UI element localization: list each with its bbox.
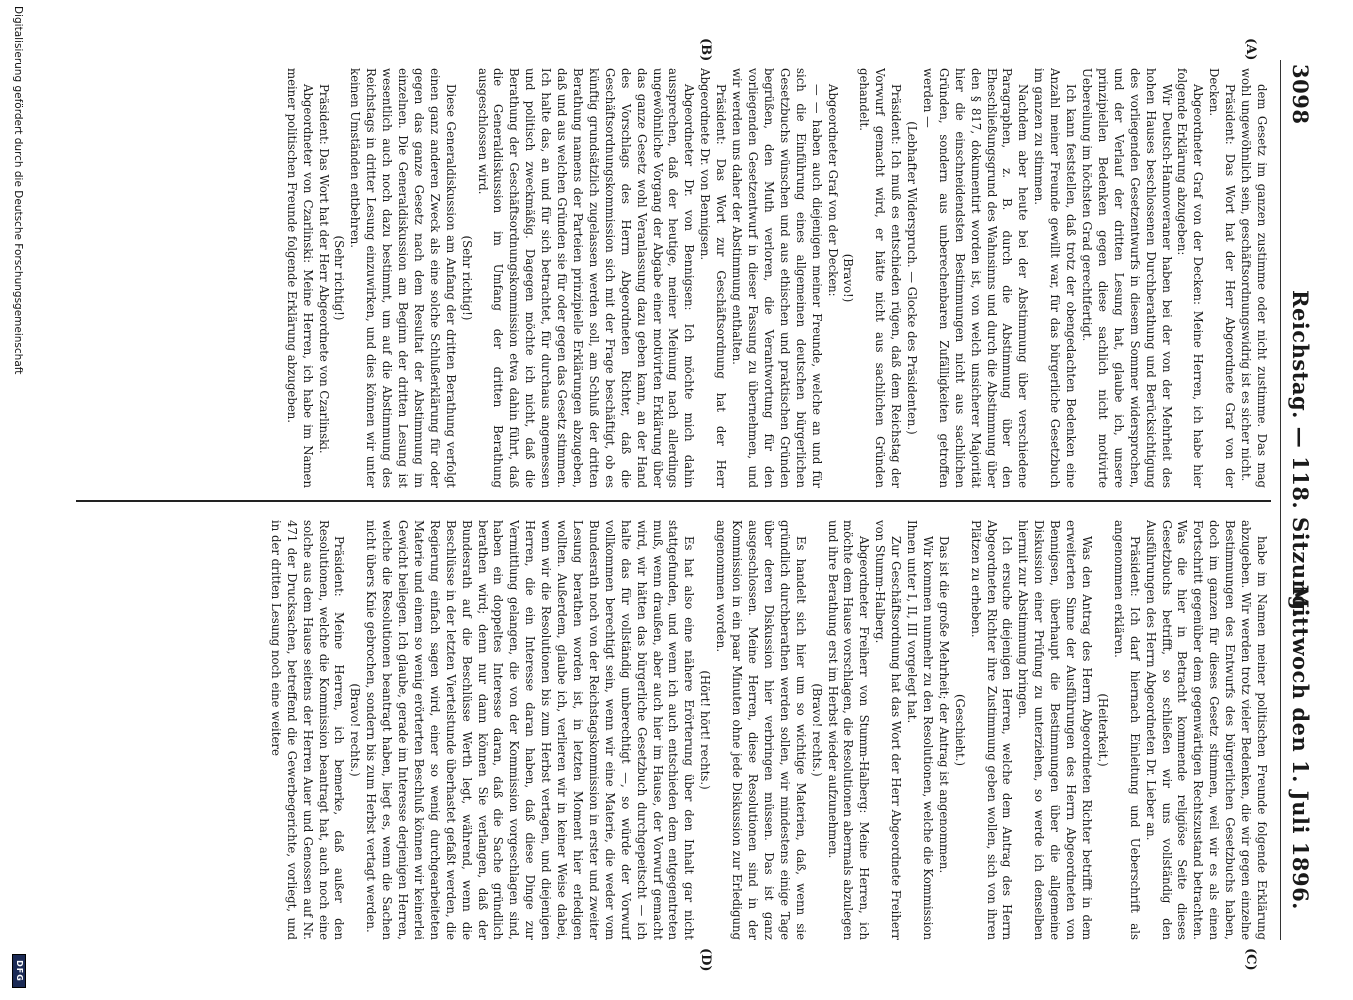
paragraph: Abgeordneter Graf von der Decken: Meine Herren, ich habe hier folgende Erklärung abzugeben:: [1175, 68, 1206, 488]
session-title: Reichstag. — 118. Sitzung.: [1288, 290, 1313, 619]
paragraph: Zur Geschäftsordnung hat das Wort der Herr Abgeordnete Freiherr von Stumm-Halberg.: [873, 520, 904, 940]
paragraph: Ich kann feststellen, daß trotz der obengedachten Bedenken eine Anzahl meiner Freunde gewillt war, für das bürgerliche Gesetzbuch im ganzen zu stimmen.: [1032, 68, 1079, 488]
interjection: (Lebhafter Widerspruch. — Glocke des Präsidenten.): [905, 121, 920, 435]
interjection: (Sehr richtig!): [459, 235, 474, 321]
page-number: 3098: [1288, 64, 1313, 125]
paragraph: — — haben auch diejenigen meiner Freunde, welche an und für sich die Einführung eines allgemeinen deutschen bürgerlichen Gesetzbuchs wünschen und aus ethischen und praktischen Gründen begrüßen, den Muth verloren, die Verantwortung für den vorliegenden Gesetzentwurf in dieser Fassung zu übernehmen, und wir werden uns daher der Abstimmung enthalten.: [730, 68, 824, 488]
right-text-column: [89, 520, 1269, 940]
paragraph: Präsident: Ich darf hiernach Einleitung und Ueberschrift als angenommen erklären.: [1111, 520, 1142, 940]
paragraph: Was den Antrag des Herrn Abgeordneten Richter betrifft in dem erweiterten Sinne der Ausführungen des Herrn Abgeordneten von Bennigsen, überhaupt die Bestimmungen über die allgemeine Diskussion einer Prüfung zu unterziehen, so werde ich denselben hiermit zur Abstimmung bringen.: [1016, 520, 1095, 940]
paragraph: Nachdem aber heute bei der Abstimmung über verschiedene Paragraphen, z. B. durch die Abstimmung über den Eheschließungsgrund des Wahnsinns und durch die Abstimmung über den § 817, dokumentirt worden ist, von welch unsicherer Majorität hier die einschneidendsten Bestimmungen nicht aus sachlichen Gründen, sondern aus unberechenbaren Zufälligkeiten getroffen werden —: [920, 68, 1031, 488]
margin-marker-c: (C): [1243, 948, 1258, 971]
paragraph: Abgeordneter Freiherr von Stumm-Halberg: Meine Herren, ich möchte dem Hause vorschlagen, die Resolutionen abermals abzulegen und ihre Berathung erst im Herbst wieder aufzunehmen.: [825, 520, 872, 940]
interjection: (Bravo!): [841, 253, 856, 303]
interjection: (Geschieht.): [952, 693, 967, 767]
funding-note: Digitalisierung gefördert durch die Deutsche Forschungsgemeinschaft: [12, 6, 24, 375]
margin-marker-d: (D): [698, 948, 713, 972]
page-header: [1279, 50, 1313, 970]
margin-marker-a: (A): [1243, 38, 1258, 61]
paragraph: Es hat also eine nähere Erörterung über den Inhalt gar nicht stattgefunden, und wenn ich auch entschieden dem entgegentreten muß, wenn draußen, aber auch hier im Hause, der Vorwurf gemacht wird, wir hätten das bürgerliche Gesetzbuch durchgepeitscht — ich halte das für vollständig unberechtigt —, so würde der Vorwurf vollkommen berechtigt sein, wenn wir eine Materie, die weder vom Bundesrath noch von der Reichstagskommission in erster und zweiter Lesung berathen worden ist, in letzten Moment hier erledigen wollten. Außerdem, glaube ich, verlieren wir in keiner Weise dabei, wenn wir die Resolutionen bis zum Herbst vertagen, und diejenigen Herren, die ein Interesse daran haben, daß diese Dinge zur Vermittlung gelangen, die von der Kommission vorgeschlagen sind, haben ein doppeltes Interesse daran, daß die Sache gründlich berathen wird; denn nur dann können Sie verlangen, daß der Bundesrath auf die Beschlüsse Werth legt, während, wenn die Beschlüsse in der letzten Viertelstunde überhastet gefaßt werden, die Regierung einfach sagen wird, einer so wenig durchgearbeiteten Materie und einem so wenig erörterten Beschluß können wir keinerlei Gewicht beilegen. Ich glaube, gerade im Interesse derjenigen Herren, welche die Resolutionen beantragt haben, liegt es, wenn die Sachen nicht übers Knie gebrochen, sondern bis zum Herbst vertagt werden.: [364, 520, 697, 940]
left-text-column: [89, 68, 1269, 488]
paragraph: Es handelt sich hier um so wichtige Materien, daß, wenn sie gründlich durchberathen werden sollen, wir mindestens einige Tage über deren Diskussion hier verbringen müssen. Das ist ganz ausgeschlossen. Meine Herren, diese Resolutionen sind in der Kommission in ein paar Minuten ohne jede Diskussion zur Erledigung angenommen worden.: [714, 520, 808, 940]
column-divider: [76, 500, 1271, 502]
paragraph: Abgeordneter Dr. von Bennigsen: Ich möchte mich dahin aussprechen, daß der heutige, meiner Meinung nach allerdings ungewöhnliche Vorgang der Abgabe einer motivirten Erklärung über das ganze Gesetz wohl Veranlassung dazu geben kann, an der Hand des Vorschlags des Herrn Abgeordneten Richter, daß die Geschäftsordnungskommission sich mit der Frage beschäftigt, ob es künftig grundsätzlich zugelassen werden soll, am Schluß der dritten Berathung namens der Parteien prinzipielle Erklärungen abzugeben, daß und aus welchen Gründen sie für oder gegen das Gesetz stimmen. Ich halte das, an und für sich betrachtet, für durchaus angemessen und politisch zweckmäßig. Dagegen möchte ich nicht, daß die Berathung der Geschäftsordnungskommission etwa dahin führt, daß die Generaldiskussion im Umfang der dritten Berathung ausgeschlossen wird.: [475, 68, 697, 488]
paragraph: Wir Deutsch-Hannoveraner haben bei der von der Mehrheit des hohen Hauses beschlossenen Durchberathung und Berücksichtigung des vorliegenden Gesetzentwurfs in diesem Sommer widersprochen, und der Verlauf der dritten Lesung hat, glaube ich, unsere prinzipiellen Bedenken gegen diese sachlich nicht motivirte Uebereilung im höchsten Grad gerechtfertigt.: [1080, 68, 1174, 488]
paragraph: Ich ersuche diejenigen Herren, welche dem Antrag des Herrn Abgeordneten Richter ihre Zustimmung geben wollen, sich von ihren Plätzen zu erheben.: [968, 520, 1015, 940]
header-rule: [1280, 60, 1281, 940]
paragraph: habe im Namen meiner politischen Freunde folgende Erklärung abzugeben. Wir werden trotz vieler Bedenken, die wir gegen einzelne Bestimmungen des Entwurfs des bürgerlichen Gesetzbuchs haben, doch im ganzen für dieses Gesetz stimmen, weil wir es als einen Fortschritt gegenüber dem gegenwärtigen Rechtszustand betrachten. Was die hier in Betracht kommende religiöse Seite dieses Gesetzbuchs betrifft, so schließen wir uns vollständig den Ausführungen des Herrn Abgeordneten Dr. Lieber an.: [1143, 520, 1269, 940]
paragraph: Abgeordneter Graf von der Decken:: [825, 84, 840, 297]
interjection: (Sehr richtig!): [332, 235, 347, 321]
paragraph: Präsident: Das Wort zur Geschäftsordnung hat der Herr Abgeordnete Dr. von Bennigsen.: [698, 68, 729, 488]
paragraph: Diese Generaldiskussion am Anfang der dritten Berathung verfolgt einen ganz anderen Zweck als eine solche Schlußerklärung für oder gegen das ganze Gesetz nach dem Resultat der Abstimmung im einzelnen. Die Generaldiskussion am Beginn der dritten Lesung ist wesentlich auch noch dazu bestimmt, um auf die Abstimmung des Reichstags in dritter Lesung einzuwirken, und dies können wir unter keinen Umständen entbehren.: [348, 68, 458, 488]
paragraph: Präsident: Das Wort hat der Herr Abgeordnete von Czarlinski.: [316, 84, 331, 454]
interjection: (Bravo! rechts.): [348, 683, 363, 777]
interjection: (Heiterkeit.): [1095, 693, 1110, 767]
session-date: Mittwoch den 1. Juli 1896.: [1288, 584, 1313, 910]
paragraph: Abgeordneter von Czarlinski: Meine Herren, ich habe im Namen meiner politischen Freunde folgende Erklärung abzugeben.: [284, 68, 315, 488]
paragraph: dem Gesetz im ganzen zustimme oder nicht zustimme. Das mag wohl ungewöhnlich sein, geschäftsordnungswidrig ist es sicher nicht.: [1239, 68, 1269, 488]
page-footer: [8, 0, 28, 1000]
paragraph: Präsident: Meine Herren, ich bemerke, daß außer den Resolutionen, welche die Kommission beantragt hat, auch noch eine solche aus dem Hause seitens der Herren Auer und Genossen auf Nr. 471 der Drucksachen, betreffend die Gewerbegerichte, vorliegt, und in der dritten Lesung noch eine weitere: [268, 520, 347, 940]
paragraph: Wir kommen nunmehr zu den Resolutionen, welche die Kommission Ihnen unter I, II, III vorgelegt hat.: [905, 520, 935, 940]
dfg-logo: DFG: [12, 954, 26, 988]
margin-marker-b: (B): [698, 38, 713, 62]
paragraph: Präsident: Das Wort hat der Herr Abgeordnete Graf von der Decken.: [1207, 68, 1238, 488]
paragraph: Präsident: Ich muß es entschieden rügen, daß dem Reichstag der Vorwurf gemacht wird, er hätte nicht aus sachlichen Gründen gehandelt.: [857, 68, 904, 488]
interjection: (Hört! hört! rechts.): [698, 670, 713, 790]
paragraph: Das ist die große Mehrheit; der Antrag ist angenommen.: [936, 536, 951, 874]
interjection: (Bravo! rechts.): [809, 683, 824, 777]
